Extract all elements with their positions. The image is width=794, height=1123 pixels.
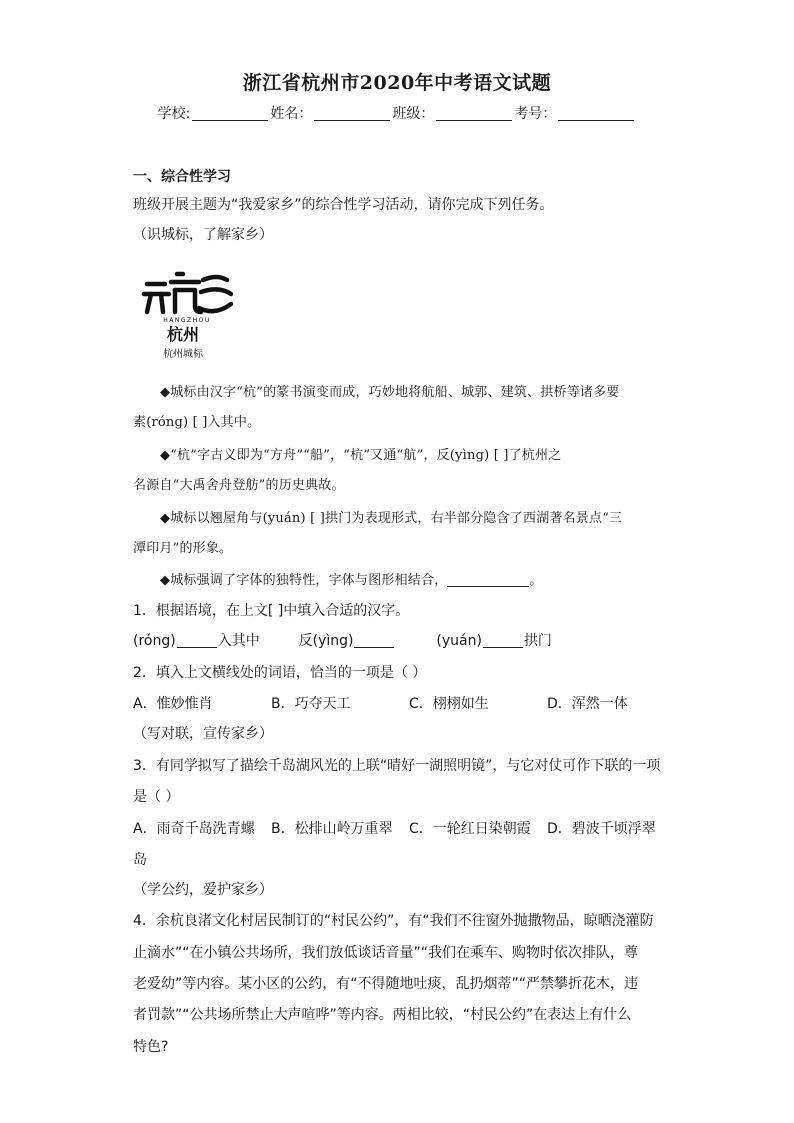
passage-line-3: ◆“杭”字古义即为“方舟”“船”，“杭”又通“航”，反(yìng) [ ]了杭州之 xyxy=(160,448,562,463)
name-label: 姓名： xyxy=(270,106,313,122)
q1-blank-3[interactable] xyxy=(483,633,523,648)
question-3-line-2: 是（ ） xyxy=(133,789,180,805)
q3-option-c[interactable]: C．一轮红日染朝霞 xyxy=(409,821,531,837)
school-blank[interactable] xyxy=(192,106,268,121)
question-4-line-2: 止滴水”“在小镇公共场所，我们放低谈话音量”“我们在乘车、购物时依次排队，尊 xyxy=(133,945,639,961)
school-label: 学校: xyxy=(157,106,191,122)
q3-option-b[interactable]: B．松排山岭万重翠 xyxy=(271,821,393,837)
q1-blank-1[interactable] xyxy=(177,633,217,648)
q2-option-b[interactable]: B．巧夺天工 xyxy=(271,696,351,712)
logo-chars: 杭州 xyxy=(166,325,200,344)
q1-blank-2[interactable] xyxy=(354,633,394,648)
subheading-couplet: （写对联，宣传家乡） xyxy=(133,726,273,742)
question-2-options xyxy=(133,693,628,713)
logo-caption: 杭州城标 xyxy=(163,349,203,360)
q2-option-a[interactable]: A．惟妙惟肖 xyxy=(133,696,213,712)
passage-line-1: ◆城标由汉字“杭”的篆书演变而成，巧妙地将航船、城郭、建筑、拱桥等诸多要 xyxy=(160,385,620,400)
class-blank[interactable] xyxy=(436,106,512,121)
passage-end-mark: 。 xyxy=(529,573,543,588)
exam-no-blank[interactable] xyxy=(558,106,634,121)
q3-option-d[interactable]: D．碧波千顷浮翠 xyxy=(547,821,656,837)
passage-line-2: 素(róng) [ ]入其中。 xyxy=(133,415,261,430)
section-heading: 一、综合性学习 xyxy=(133,169,231,185)
passage-line-6: 潭印月”的形象。 xyxy=(133,541,233,556)
passage-line-5: ◆城标以翘屋角与(yuán) [ ]拱门为表现形式，右半部分隐含了西湖著名景点“三 xyxy=(160,511,623,526)
hangzhou-city-logo xyxy=(141,266,233,360)
name-blank[interactable] xyxy=(314,106,390,121)
q2-option-c[interactable]: C．栩栩如生 xyxy=(409,696,489,712)
question-4-line-4: 者罚款”“公共场所禁止大声喧哗”等内容。两相比较，“村民公约”在表达上有什么 xyxy=(133,1007,632,1023)
page-title: 浙江省杭州市2020年中考语文试题 xyxy=(242,72,552,94)
passage-line-7-text: ◆城标强调了字体的独特性，字体与图形相结合， xyxy=(160,573,448,588)
question-4-line-1: 4．余杭良渚文化村居民制订的“村民公约”，有“我们不往窗外抛撒物品，晾晒浇灌防 xyxy=(133,913,654,929)
q1-blank-3-pre: (yuán) xyxy=(436,633,482,649)
student-info-row xyxy=(0,103,794,123)
question-1-blanks xyxy=(133,630,552,650)
q1-blank-1-pre: (róng) xyxy=(133,633,176,649)
passage-answer-blank[interactable] xyxy=(447,572,529,587)
q2-option-d[interactable]: D．浑然一体 xyxy=(547,696,628,712)
q1-blank-2-pre: 反(yìng) xyxy=(298,633,354,649)
passage-line-7 xyxy=(160,569,543,588)
exam-no-label: 考号： xyxy=(514,106,557,122)
logo-pinyin: HANGZHOU xyxy=(163,317,211,324)
question-3-line-1: 3．有同学拟写了描绘千岛湖风光的上联“晴好一湖照明镜”，与它对仗可作下联的一项 xyxy=(133,758,661,774)
question-4-line-5: 特色? xyxy=(133,1039,169,1055)
q3-option-a[interactable]: A．雨奇千岛洗青螺 xyxy=(133,821,255,837)
class-label: 班级： xyxy=(392,106,435,122)
question-1: 1．根据语境，在上文[ ]中填入合适的汉字。 xyxy=(133,603,410,619)
question-4-line-3: 老爱幼”等内容。某小区的公约，有“不得随地吐痰，乱扔烟蒂”“严禁攀折花木，违 xyxy=(133,976,639,992)
q1-blank-1-post: 入其中 xyxy=(217,633,260,649)
hangzhou-logo-graphic xyxy=(141,266,233,360)
question-3-options xyxy=(133,818,656,838)
passage-line-4: 名源自“大禹舍舟登舫”的历史典故。 xyxy=(133,478,345,493)
question-3-option-wrap: 岛 xyxy=(133,852,147,868)
q1-blank-3-post: 拱门 xyxy=(523,633,552,649)
subheading-city-logo: （识城标，了解家乡） xyxy=(133,227,273,243)
subheading-convention: （学公约，爱护家乡） xyxy=(133,882,273,898)
section-intro: 班级开展主题为“我爱家乡”的综合性学习活动，请你完成下列任务。 xyxy=(133,197,554,213)
question-2: 2．填入上文横线处的词语，恰当的一项是（ ） xyxy=(133,665,427,681)
